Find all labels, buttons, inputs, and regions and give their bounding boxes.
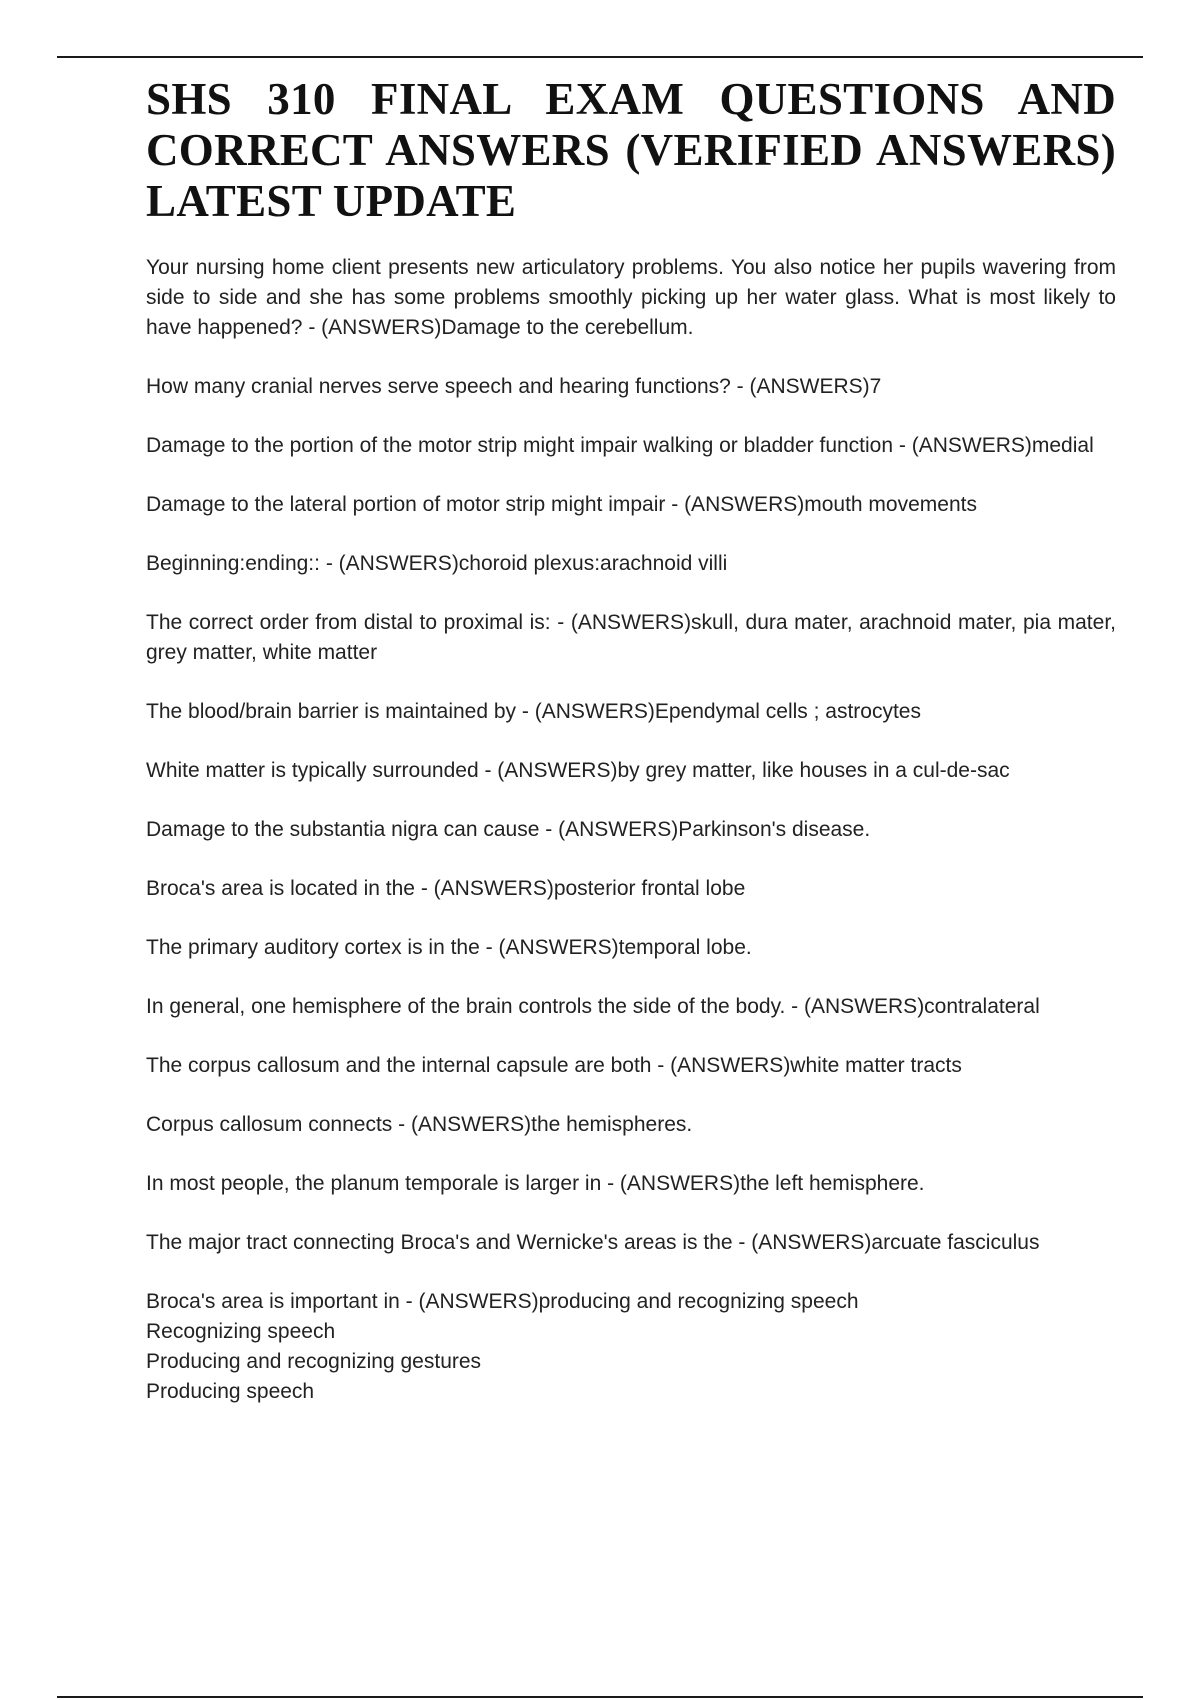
qa-item (146, 756, 1116, 786)
answer-text: (ANSWERS)medial (911, 434, 1094, 457)
question-text: Broca's area is important in - (146, 1290, 419, 1313)
answer-text: (ANSWERS)the left hemisphere. (619, 1172, 925, 1195)
question-text: The corpus callosum and the internal capsule are both - (146, 1054, 671, 1077)
question-text: In most people, the planum temporale is larger in - (146, 1172, 620, 1195)
answer-text: (ANSWERS)Ependymal cells ; astrocytes (534, 700, 921, 723)
qa-item (146, 933, 1116, 963)
qa-item (146, 992, 1116, 1022)
question-text: The correct order from distal to proximal is: - (146, 611, 571, 634)
answer-text: (ANSWERS)contralateral (804, 995, 1040, 1018)
qa-item (146, 490, 1116, 520)
question-text: The blood/brain barrier is maintained by - (146, 700, 535, 723)
question-text: Damage to the substantia nigra can cause - (146, 818, 559, 841)
question-text: Broca's area is located in the - (146, 877, 434, 900)
answer-text: (ANSWERS)skull, dura mater, arachnoid mater, pia mater, grey matter, white matter (146, 611, 1116, 664)
answer-text: (ANSWERS)arcuate fasciculus (751, 1231, 1040, 1254)
question-text: Beginning:ending:: - (146, 552, 339, 575)
answer-text: (ANSWERS)mouth movements (684, 493, 977, 516)
question-text: Damage to the portion of the motor strip might impair walking or bladder function - (146, 434, 912, 457)
answer-option-line: Producing and recognizing gestures (146, 1350, 482, 1373)
answer-text: (ANSWERS)by grey matter, like houses in a cul-de-sac (497, 759, 1010, 782)
qa-item (146, 1110, 1116, 1140)
question-text: The primary auditory cortex is in the - (146, 936, 499, 959)
document-body (146, 74, 1116, 1436)
qa-item (146, 815, 1116, 845)
answer-text: (ANSWERS)temporal lobe. (498, 936, 752, 959)
top-rule (57, 56, 1143, 58)
answer-text: (ANSWERS)posterior frontal lobe (433, 877, 746, 900)
qa-item (146, 549, 1116, 579)
answer-text: (ANSWERS)7 (749, 375, 882, 398)
answer-option-line: Recognizing speech (146, 1320, 336, 1343)
answer-text: (ANSWERS)white matter tracts (670, 1054, 962, 1077)
qa-item (146, 1228, 1116, 1258)
qa-item (146, 372, 1116, 402)
question-text: Corpus callosum connects - (146, 1113, 411, 1136)
answer-text: (ANSWERS)choroid plexus:arachnoid villi (338, 552, 728, 575)
answer-text: (ANSWERS)Damage to the cerebellum. (321, 316, 694, 339)
question-text: White matter is typically surrounded - (146, 759, 498, 782)
bottom-rule (57, 1696, 1143, 1698)
question-text: The major tract connecting Broca's and Wernicke's areas is the - (146, 1231, 752, 1254)
qa-item (146, 874, 1116, 904)
document-title: SHS 310 FINAL EXAM QUESTIONS AND CORRECT ANSWERS (VERIFIED ANSWERS) LATEST UPDATE (146, 74, 1116, 226)
qa-item (146, 431, 1116, 461)
qa-item (146, 253, 1116, 343)
qa-list (146, 253, 1116, 1407)
qa-item (146, 1169, 1116, 1199)
answer-text: (ANSWERS)producing and recognizing speech (418, 1290, 859, 1313)
question-text: Damage to the lateral portion of motor strip might impair - (146, 493, 685, 516)
answer-text: (ANSWERS)the hemispheres. (410, 1113, 693, 1136)
question-text: In general, one hemisphere of the brain controls the side of the body. - (146, 995, 805, 1018)
answer-option-line: Producing speech (146, 1380, 315, 1403)
question-text: Your nursing home client presents new articulatory problems. You also notice her pupils wavering from side to side and she has some problems smoothly picking up her water glass. What is most likely to have happened? - (146, 256, 1116, 339)
question-text: How many cranial nerves serve speech and hearing functions? - (146, 375, 750, 398)
qa-item (146, 1287, 1116, 1407)
qa-item (146, 1051, 1116, 1081)
qa-item (146, 697, 1116, 727)
qa-item (146, 608, 1116, 668)
answer-text: (ANSWERS)Parkinson's disease. (558, 818, 871, 841)
